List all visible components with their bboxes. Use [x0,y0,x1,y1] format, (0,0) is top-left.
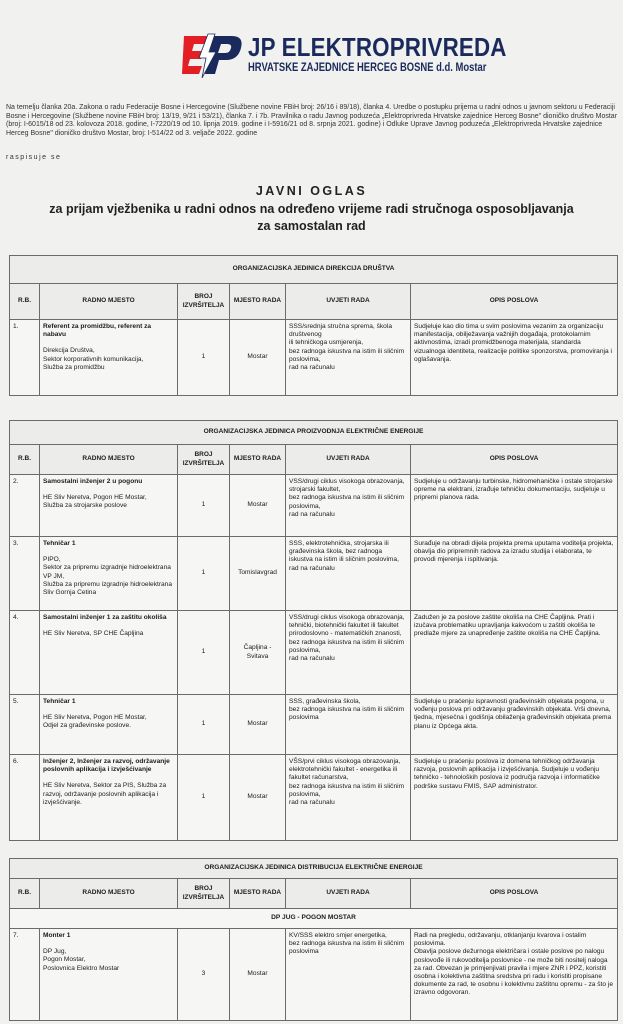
position-title: Samostalni inženjer 1 za zaštitu okoliša [43,614,167,621]
job-description: Surađuje na obradi dijela projekta prema uputama voditelja projekta, obavlja dio pripremnih radova za izradu studija i elaborata, te provodi mjerenja i ispitivanja. [411,537,618,611]
position-cell [40,611,178,695]
row-number: 1. [10,320,40,396]
announcement-title: JAVNI OGLAS [255,184,368,198]
position-title: Inženjer 2, Inženjer za razvoj, održavanje poslovnih aplikacija i izvješćivanje [43,758,170,774]
position-unit: PIPO, Sektor za pripremu izgradnje hidroelektrana VP JM, Služba za pripremu izgradnje hidroelektrana Sliv Gornja Cetina [43,556,173,597]
work-location: Mostar [230,929,286,1021]
col-header-uvjeti: UVJETI RADA [286,879,411,909]
position-title: Monter 1 [43,932,71,939]
work-location: Mostar [230,695,286,755]
col-header-broj: BROJ IZVRŠITELJA [178,445,230,475]
work-location: Čapljina - Svitava [230,611,286,695]
table-row [10,537,618,611]
col-header-rb: R.B. [10,284,40,320]
table-row [10,929,618,1021]
table-row [10,755,618,841]
worker-count: 1 [178,755,230,841]
col-header-radno-mjesto: RADNO MJESTO [40,879,178,909]
col-header-opis: OPIS POSLOVA [411,879,618,909]
worker-count: 1 [178,611,230,695]
work-conditions: SSS, elektrotehnička, strojarska ili građevinska škola, bez radnoga iskustva na istim ili sličnim poslovima, rad na računalu [286,537,411,611]
company-logo [182,28,512,84]
col-header-opis: OPIS POSLOVA [411,284,618,320]
col-header-rb: R.B. [10,879,40,909]
job-table-proizvodnja [9,420,618,841]
work-location: Tomislavgrad [230,537,286,611]
section-heading: ORGANIZACIJSKA JEDINICA DISTRIBUCIJA ELEKTRIČNE ENERGIJE [10,859,618,879]
position-cell [40,537,178,611]
position-unit: HE Sliv Neretva, Pogon HE Mostar, Služba za strojarske poslove [43,494,147,510]
job-description: Sudjeluje u praćenju poslova iz domena tehničkog održavanja razvoja, poslovnih aplikacija i izvješćivanja. Sudjeluje u vođenju tehničko - tehnoloških poslova iz područja razvoja i informatičke podrške sustavu FMIS, SAP administrator. [411,755,618,841]
worker-count: 3 [178,929,230,1021]
row-number: 2. [10,475,40,537]
section-heading: ORGANIZACIJSKA JEDINICA PROIZVODNJA ELEKTRIČNE ENERGIJE [10,421,618,445]
position-title: Samostalni inženjer 2 u pogonu [43,478,143,485]
col-header-opis: OPIS POSLOVA [411,445,618,475]
job-description: Zadužen je za poslove zaštite okoliša na CHE Čapljina. Prati i izučava problematiku upravljanja kakvoćom u zaštiti okoliša te predlaže mjere za unapređenje zaštite okoliša na CHE Čapljina. [411,611,618,695]
job-description: Sudjeluje u održavanju turbinske, hidromehaničke i ostale strojarske opreme na elektrani, izrađuje tehničku dokumentaciju, sudjeluje u pripremi planova rada. [411,475,618,537]
work-location: Mostar [230,755,286,841]
work-conditions: KV/SSS elektro smjer energetika, bez radnoga iskustva na istim ili sličnim poslovima [286,929,411,1021]
announcement-subtitle-line1: za prijam vježbenika u radni odnos na određeno vrijeme radi stručnoga osposobljavanja [49,202,574,216]
job-description: Sudjeluje kao dio tima u svim poslovima vezanim za organizaciju manifestacija, obilježavanja važnijih događaja, protokolarnim aktivnostima, izradi promidžbenoga materijala, standarda vizualnoga identiteta, realizacije politike sponzorstva, promoviranja i oglašavanja. [411,320,618,396]
position-cell [40,320,178,396]
row-number: 7. [10,929,40,1021]
ep-logo-icon [182,32,244,78]
table-row [10,695,618,755]
section-heading: ORGANIZACIJSKA JEDINICA DIREKCIJA DRUŠTVA [10,256,618,284]
col-header-radno-mjesto: RADNO MJESTO [40,284,178,320]
work-location: Mostar [230,475,286,537]
raspisuje-text: raspisuje se [6,154,62,161]
col-header-rb: R.B. [10,445,40,475]
worker-count: 1 [178,320,230,396]
row-number: 4. [10,611,40,695]
worker-count: 1 [178,475,230,537]
position-cell [40,475,178,537]
col-header-mjesto-rada: MJESTO RADA [230,445,286,475]
position-unit: DP Jug, Pogon Mostar, Poslovnica Elektro Mostar [43,948,120,972]
subsection-heading: DP JUG - POGON MOSTAR [10,909,618,929]
position-unit: Direkcija Društva, Sektor korporativnih komunikacija, Služba za promidžbu [43,347,144,371]
worker-count: 1 [178,537,230,611]
logo-company-name: JP ELEKTROPRIVREDA [248,32,507,62]
col-header-broj: BROJ IZVRŠITELJA [178,284,230,320]
job-description: Radi na pregledu, održavanju, otklanjanju kvarova i ostalim poslovima. Obavlja poslove dežurnoga električara i ostale poslove po nalogu poslovođe ili rukovoditelja poslovnice - ne može biti nositelj naloga za rad. Obvezan je primjenjivati pravila i mjere ZNR i PPZ, koristiti osobna i kolektivna zaštitna sredstva pri radu i koristiti propisane dokumente za rad, te osobnu i kolektivnu zaštitnu opremu - za što je izravno odgovoran. [411,929,618,1021]
table-row [10,320,618,396]
logo-company-subtitle: HRVATSKE ZAJEDNICE HERCEG BOSNE d.d. Mostar [248,62,487,74]
work-conditions: VSS/drugi ciklus visokoga obrazovanja, strojarski fakultet, bez radnoga iskustva na istim ili sličnim poslovima, rad na računalu [286,475,411,537]
position-unit: HE Sliv Neretva, SP CHE Čapljina [43,630,144,638]
row-number: 3. [10,537,40,611]
col-header-mjesto-rada: MJESTO RADA [230,284,286,320]
work-conditions: SSS, građevinska škola, bez radnoga iskustva na istim ili sličnim poslovima [286,695,411,755]
legal-preamble: Na temelju članka 20a. Zakona o radu Federacije Bosne i Hercegovine (Službene novine FBiH broj: 26/16 i 89/18), članka 4. Uredbe o postupku prijema u radni odnos u javnom sektoru u Federaciji Bosne i Hercegovine (Službene novine FBiH broj: 13/19, 9/21 i 53/21), članka 7. i 7b. Pravilnika o radu Javnog poduzeća „Elektroprivreda Hrvatske zajednice Herceg Bosne" dioničko društvo Mostar (broj: I-6015/18 od 23. kolovoza 2018. godine, I-7220/19 od 10. lipnja 2019. godine i I-5916/21 od 8. srpnja 2021. godine) i Odluke Uprave Javnog poduzeća „Elektroprivreda Hrvatske zajednice Herceg Bosne" dioničko društvo Mostar, broj: I-514/22 od 3. veljače 2022. godine [6,104,618,137]
work-conditions: VSS/drugi ciklus visokoga obrazovanja, tehnički, biotehnički fakultet ili fakultet prirodoslovno - matematičkih znanosti, bez radnoga iskustva na istim ili sličnim poslovima, rad na računalu [286,611,411,695]
row-number: 6. [10,755,40,841]
table-row [10,611,618,695]
worker-count: 1 [178,695,230,755]
position-cell [40,755,178,841]
work-location: Mostar [230,320,286,396]
col-header-uvjeti: UVJETI RADA [286,445,411,475]
col-header-uvjeti: UVJETI RADA [286,284,411,320]
job-description: Sudjeluje u praćenju ispravnosti građevinskih objekata pogona, u vođenju poslova pri održavanju građevinskih objekata. Vrši dnevna, tjedna, mjesečna i godišnja obilaženja građevinskih objekata prema planu iz Općega akta. [411,695,618,755]
position-title: Tehničar 1 [43,540,76,547]
position-cell [40,929,178,1021]
row-number: 5. [10,695,40,755]
col-header-radno-mjesto: RADNO MJESTO [40,445,178,475]
position-unit: HE Sliv Neretva, Sektor za PIS, Služba za razvoj, održavanje poslovnih aplikacija i izvješćivanje. [43,782,167,806]
announcement-subtitle-line2: za samostalan rad [257,219,366,233]
job-table-direkcija [9,255,618,396]
col-header-mjesto-rada: MJESTO RADA [230,879,286,909]
job-table-distribucija [9,858,618,1021]
position-unit: HE Sliv Neretva, Pogon HE Mostar, Odjel za građevinske poslove. [43,714,147,730]
work-conditions: SSS/srednja stručna sprema, škola društvenog ili tehničkoga usmjerenja, bez radnoga iskustva na istim ili sličnim poslovima, rad na računalu [286,320,411,396]
work-conditions: VŠS/prvi ciklus visokoga obrazovanja, elektrotehnički fakultet - energetika ili fakultet računarstva, bez radnoga iskustva na istim ili sličnim poslovima, rad na računalu [286,755,411,841]
position-title: Tehničar 1 [43,698,76,705]
table-row [10,475,618,537]
col-header-broj: BROJ IZVRŠITELJA [178,879,230,909]
position-cell [40,695,178,755]
position-title: Referent za promidžbu, referent za nabavu [43,323,152,339]
